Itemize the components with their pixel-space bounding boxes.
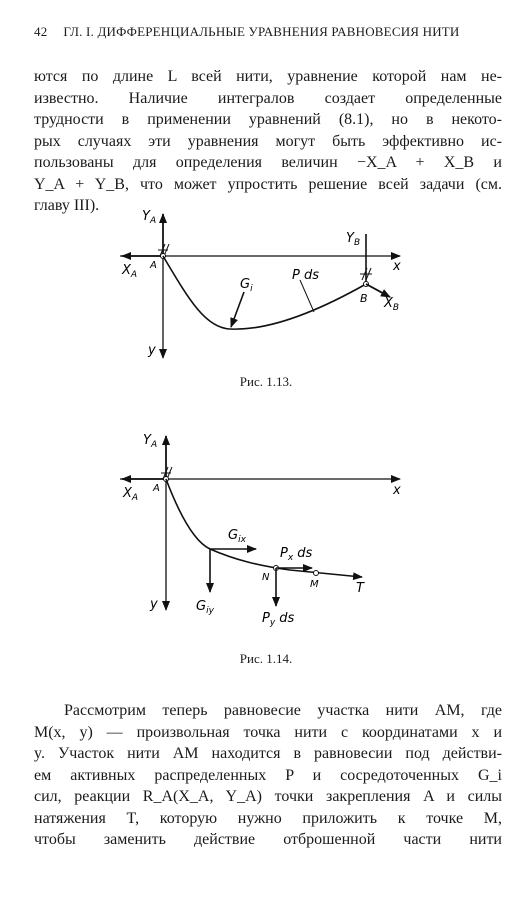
label-giy: $G_{iy}$ — [196, 599, 214, 616]
label-gi: $G_i$ — [240, 277, 253, 294]
thread-curve — [163, 256, 366, 329]
page-number: 42 — [34, 24, 48, 39]
thread-curve — [166, 479, 362, 577]
label-n: N — [262, 572, 270, 583]
label-ya: $Y_A$ — [143, 433, 158, 450]
text-line: Y_A + Y_B, что может упростить решение всей задачи (см. — [34, 175, 502, 193]
text-line: главу III). — [34, 197, 100, 214]
label-x: x — [393, 259, 401, 274]
label-xb: $X_B$ — [384, 296, 400, 313]
text-line: Рассмотрим теперь равновесие участка нити AM, где — [64, 702, 502, 719]
label-m: M — [310, 579, 319, 590]
label-ya: $Y_A$ — [142, 209, 157, 226]
label-t: T — [356, 581, 364, 596]
label-a: A — [153, 483, 160, 494]
label-pds: P ds — [292, 268, 319, 283]
label-y: y — [148, 343, 156, 358]
label-pxds: $P_x$ ds — [280, 546, 313, 563]
figure-1-13 — [0, 200, 532, 370]
text-line: пользованы для определения величин −X_A + X_B и — [34, 154, 502, 171]
text-line: чтобы заменить действие отброшенной части нити — [34, 831, 502, 848]
label-y: y — [150, 597, 158, 612]
label-a: A — [150, 260, 157, 271]
running-title: ГЛ. I. ДИФФЕРЕНЦИАЛЬНЫЕ УРАВНЕНИЯ РАВНОВЕСИЯ НИТИ — [63, 24, 460, 39]
text-line: сил, реакции R_A(X_A, Y_A) точки закрепления A и силы — [34, 788, 502, 805]
text-line: M(x, y) — произвольная точка нити с координатами x и — [34, 723, 502, 741]
text-line: трудности в применении уравнений (8.1), но в некото- — [34, 111, 502, 128]
text-line: известно. Наличие интегралов создает определенные — [34, 89, 502, 107]
figure-1-13-caption: Рис. 1.13. — [239, 374, 293, 389]
text-line: натяжения T, которую нужно приложить к точке M, — [34, 809, 502, 827]
figure-1-14-caption: Рис. 1.14. — [239, 651, 293, 666]
force-gi-arrow — [231, 292, 244, 327]
text-line: ем активных распределенных P и сосредоточенных G_i — [34, 766, 502, 784]
label-b: B — [360, 292, 368, 305]
label-x: x — [393, 483, 401, 498]
text-line: рых случаях эти уравнения могут быть эффективно ис- — [34, 132, 502, 150]
paragraph-1 — [34, 66, 502, 217]
figure-1-14 — [0, 424, 532, 634]
label-pyds: $P_y$ ds — [262, 611, 295, 628]
pds-leader — [300, 280, 314, 312]
paragraph-2 — [34, 700, 502, 851]
running-header — [34, 24, 510, 40]
label-xa: $X_A$ — [123, 486, 139, 503]
point-m — [314, 571, 319, 576]
label-xa: $X_A$ — [122, 263, 138, 280]
text-line: ются по длине L всей нити, уравнение которой нам не- — [34, 68, 502, 85]
label-yb: $Y_B$ — [346, 231, 361, 248]
label-gix: $G_{ix}$ — [228, 528, 246, 545]
text-line: y. Участок нити AM находится в равновесии под действи- — [34, 745, 502, 762]
